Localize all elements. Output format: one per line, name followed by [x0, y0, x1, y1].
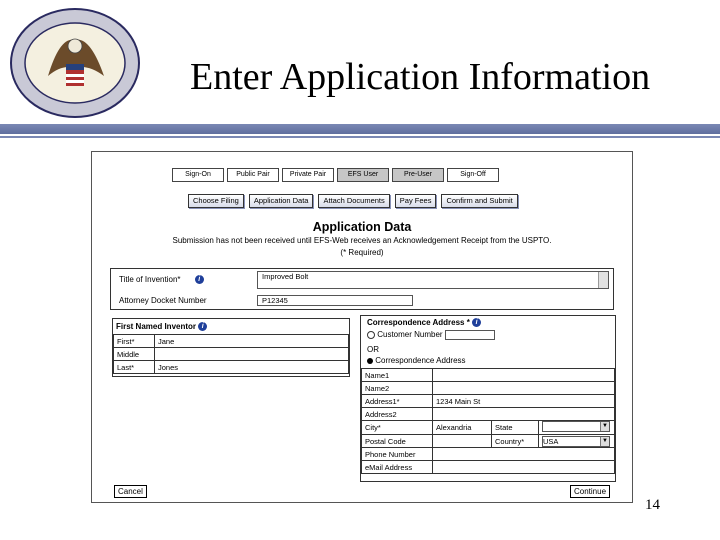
attorney-docket-value: P12345: [262, 296, 288, 305]
table-row: [114, 348, 349, 361]
city-label: City*: [362, 421, 433, 435]
submission-notice: Submission has not been received until EFS-Web receives an Acknowledgement Receipt from the USPTO.: [172, 236, 552, 245]
name2-label: Name2: [362, 382, 433, 395]
table-row: [362, 461, 615, 474]
state-label: State: [492, 421, 539, 435]
title-rule-band: [0, 124, 720, 134]
efs-web-screenshot: [91, 151, 633, 503]
inventor-last-input[interactable]: Jones: [155, 361, 349, 374]
inventor-header-row: [116, 322, 207, 331]
tab-efs-user[interactable]: EFS User: [337, 168, 389, 182]
correspondence-box: [360, 315, 616, 482]
name1-label: Name1: [362, 369, 433, 382]
customer-number-label: Customer Number: [377, 330, 443, 339]
address1-input[interactable]: 1234 Main St: [433, 395, 615, 408]
customer-number-input[interactable]: [445, 330, 495, 340]
address2-label: Address2: [362, 408, 433, 421]
slide-page-number: 14: [645, 497, 660, 513]
postal-code-input[interactable]: [433, 435, 492, 448]
state-select[interactable]: [542, 421, 610, 432]
email-address-label: eMail Address: [362, 461, 433, 474]
required-note: (* Required): [340, 248, 384, 257]
country-cell: [539, 435, 615, 448]
tab-public-pair[interactable]: Public Pair: [227, 168, 279, 182]
step-choose-filing[interactable]: Choose Filing: [188, 194, 244, 208]
correspondence-header-row: [367, 318, 481, 327]
inventor-header: First Named Inventor: [116, 322, 197, 331]
info-icon[interactable]: i: [195, 275, 204, 284]
tab-sign-on[interactable]: Sign-On: [172, 168, 224, 182]
inventor-middle-label: Middle: [114, 348, 155, 361]
inventor-box: [112, 318, 350, 377]
chevron-down-icon[interactable]: ▼: [600, 422, 609, 431]
inventor-table: [113, 334, 349, 374]
attorney-docket-label: Attorney Docket Number: [119, 296, 207, 305]
customer-number-radio[interactable]: [367, 331, 375, 339]
country-label: Country*: [492, 435, 539, 448]
address-table: [361, 368, 615, 474]
correspondence-header: Correspondence Address *: [367, 318, 470, 327]
title-of-invention-input[interactable]: [257, 271, 609, 289]
table-row: [114, 335, 349, 348]
phone-number-input[interactable]: [433, 448, 615, 461]
inventor-middle-input[interactable]: [155, 348, 349, 361]
table-row: [362, 369, 615, 382]
title-of-invention-row: [119, 275, 204, 284]
country-select[interactable]: [542, 436, 610, 447]
title-rule-line: [0, 136, 720, 138]
title-of-invention-value: Improved Bolt: [262, 272, 309, 281]
correspondence-address-label: Correspondence Address: [375, 356, 466, 365]
state-cell: [539, 421, 615, 435]
table-row: [362, 448, 615, 461]
table-row: [362, 408, 615, 421]
email-address-input[interactable]: [433, 461, 615, 474]
city-input[interactable]: Alexandria: [433, 421, 492, 435]
cancel-button[interactable]: Cancel: [114, 485, 147, 498]
inventor-first-label: First*: [114, 335, 155, 348]
tab-pre-user[interactable]: Pre-User: [392, 168, 444, 182]
name2-input[interactable]: [433, 382, 615, 395]
attorney-docket-input[interactable]: [257, 295, 413, 306]
nav-tabs: [172, 168, 499, 182]
step-pay-fees[interactable]: Pay Fees: [395, 194, 437, 208]
name1-input[interactable]: [433, 369, 615, 382]
or-text: OR: [367, 345, 379, 354]
address1-label: Address1*: [362, 395, 433, 408]
table-row: [362, 421, 615, 435]
inventor-last-label: Last*: [114, 361, 155, 374]
phone-number-label: Phone Number: [362, 448, 433, 461]
country-value: USA: [543, 436, 559, 446]
table-row: [362, 382, 615, 395]
table-row: [114, 361, 349, 374]
info-icon[interactable]: i: [198, 322, 207, 331]
step-confirm-submit[interactable]: Confirm and Submit: [441, 194, 517, 208]
table-row: [362, 395, 615, 408]
title-of-invention-label: Title of Invention*: [119, 275, 181, 284]
info-icon[interactable]: i: [472, 318, 481, 327]
title-docket-box: [110, 268, 614, 310]
tab-private-pair[interactable]: Private Pair: [282, 168, 334, 182]
step-attach-documents[interactable]: Attach Documents: [318, 194, 389, 208]
address2-input[interactable]: [433, 408, 615, 421]
chevron-down-icon[interactable]: ▼: [600, 437, 609, 446]
correspondence-address-row: [367, 356, 466, 365]
section-title: Application Data: [312, 220, 412, 234]
slide-title: Enter Application Information: [190, 56, 651, 98]
step-buttons: [188, 194, 518, 208]
customer-number-row: [367, 330, 443, 339]
tab-sign-off[interactable]: Sign-Off: [447, 168, 499, 182]
uspto-seal-logo: [8, 6, 142, 120]
postal-code-label: Postal Code: [362, 435, 433, 448]
continue-button[interactable]: Continue: [570, 485, 610, 498]
step-application-data[interactable]: Application Data: [249, 194, 314, 208]
inventor-first-input[interactable]: Jane: [155, 335, 349, 348]
correspondence-address-radio[interactable]: [367, 358, 373, 364]
textarea-scrollbar[interactable]: [598, 272, 608, 288]
table-row: [362, 435, 615, 448]
